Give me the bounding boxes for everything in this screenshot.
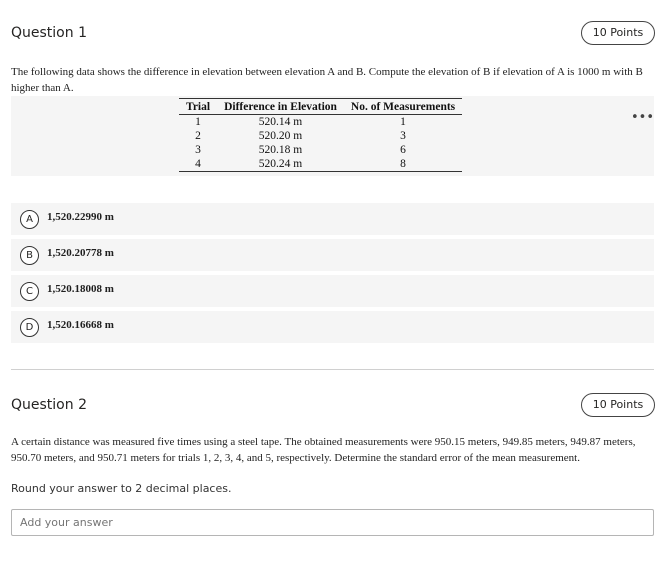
table-cell: 1: [400, 116, 406, 128]
answer-input[interactable]: [11, 509, 654, 536]
table-cell: 2: [195, 130, 201, 142]
table-cell: 1: [195, 116, 201, 128]
table-cell: 3: [195, 144, 201, 156]
option-b[interactable]: [11, 239, 654, 271]
table-row: [179, 129, 462, 143]
question-divider: [11, 369, 654, 370]
option-b-text: 1,520.20778 m: [47, 247, 114, 259]
table-row: [179, 143, 462, 157]
table-cell: 520.18 m: [258, 144, 303, 156]
question-1-text: The following data shows the difference in elevation between elevation A and B. Compute the elevation of B if elevation of A is 1000 m with B higher than A.: [11, 66, 643, 94]
question-2-header: [0, 393, 670, 419]
table-header-cell: Trial: [179, 99, 217, 115]
option-a[interactable]: [11, 203, 654, 235]
table-cell: 4: [179, 157, 217, 172]
option-d-letter-icon: D: [20, 318, 39, 337]
elevation-data-table: [179, 98, 462, 172]
table-header-cell: No. of Measurements: [344, 99, 462, 115]
table-cell: 520.14 m: [258, 116, 303, 128]
option-d-text: 1,520.16668 m: [47, 319, 114, 331]
table-row: [179, 115, 462, 130]
question-2-instruction: Round your answer to 2 decimal places.: [11, 482, 232, 495]
table-header-row: [179, 99, 462, 115]
option-d[interactable]: [11, 311, 654, 343]
question-1-table-area: [11, 96, 654, 176]
table-row: [179, 157, 462, 172]
question-1-points-badge: 10 Points: [581, 21, 655, 45]
question-2-points-badge: 10 Points: [581, 393, 655, 417]
ellipsis-icon[interactable]: •••: [631, 110, 655, 125]
option-a-letter-icon: A: [20, 210, 39, 229]
option-b-letter-icon: B: [20, 246, 39, 265]
question-1-title: Question 1: [11, 25, 87, 41]
question-2-text: A certain distance was measured five times using a steel tape. The obtained measurements were 950.15 meters, 949.85 meters, 949.87 meters, 950.70 meters, and 950.71 meters for trials 1, 2, 3, 4, and 5, respectively. Determine the standard error of the mean measurement.: [11, 436, 636, 464]
option-c-letter-icon: C: [20, 282, 39, 301]
option-c-text: 1,520.18008 m: [47, 283, 114, 295]
table-header-cell: Difference in Elevation: [217, 99, 344, 115]
table-cell: 520.20 m: [258, 130, 303, 142]
table-cell: 8: [344, 157, 462, 172]
option-c[interactable]: [11, 275, 654, 307]
table-cell: 520.24 m: [217, 157, 344, 172]
question-1-header: [0, 21, 670, 47]
option-a-text: 1,520.22990 m: [47, 211, 114, 223]
table-cell: 3: [400, 130, 406, 142]
question-2-title: Question 2: [11, 397, 87, 413]
table-cell: 6: [400, 144, 406, 156]
